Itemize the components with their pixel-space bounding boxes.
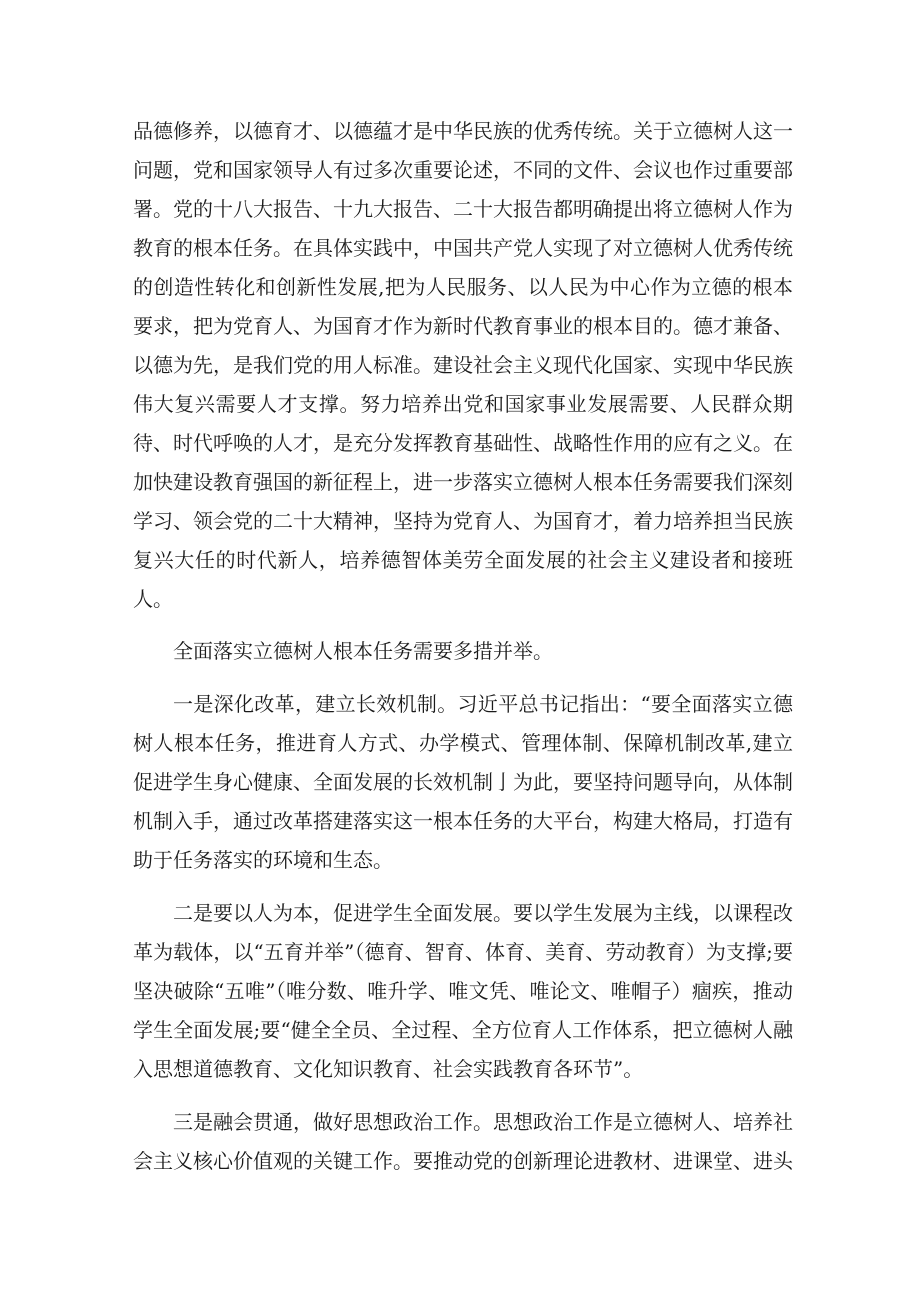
paragraph-summary: 全面落实立德树人根本任务需要多措并举。 — [173, 639, 553, 663]
paragraph-point-three: 三是融会贯通，做好思想政治工作。思想政治工作是立德树人、培养社会主义核心价值观的关键工作。要推动党的创新理论进教材、进课堂、进头 — [133, 1110, 793, 1173]
paragraph-point-two: 二是要以人为本，促进学生全面发展。要以学生发展为主线，以课程改革为载体，以“五育并举”（德育、智育、体育、美育、劳动教育）为支撑;要坚决破除“五唯”（唯分数、唯升学、唯文凭、唯论文、唯帽子）痼疾，推动学生全面发展;要“健全全员、全过程、全方位育人工作体系，把立德树人融入思想道德教育、文化知识教育、社会实践教育各环节”。 — [133, 901, 793, 1081]
paragraph-intro: 品德修养，以德育才、以德蕴才是中华民族的优秀传统。关于立德树人这一问题，党和国家领导人有过多次重要论述，不同的文件、会议也作过重要部署。党的十八大报告、十九大报告、二十大报告都明确提出将立德树人作为教育的根本任务。在具体实践中，中国共产党人实现了对立德树人优秀传统的创造性转化和创新性发展,把为人民服务、以人民为中心作为立德的根本要求，把为党育人、为国育才作为新时代教育事业的根本目的。德才兼备、以德为先，是我们党的用人标准。建设社会主义现代化国家、实现中华民族伟大复兴需要人才支撑。努力培养出党和国家事业发展需要、人民群众期待、时代呼唤的人才，是充分发挥教育基础性、战略性作用的应有之义。在加快建设教育强国的新征程上，进一步落实立德树人根本任务需要我们深刻学习、领会党的二十大精神，坚持为党育人、为国育才，着力培养担当民族复兴大任的时代新人，培养德智体美劳全面发展的社会主义建设者和接班人。 — [133, 119, 793, 611]
paragraph-point-one: 一是深化改革，建立长效机制。习近平总书记指出：“要全面落实立德树人根本任务，推进育人方式、办学模式、管理体制、保障机制改革,建立促进学生身心健康、全面发展的长效机制亅为此，要坚持问题导向，从体制机制入手，通过改革搭建落实这一根本任务的大平台，构建大格局，打造有助于任务落实的环境和生态。 — [133, 692, 793, 872]
document-body — [133, 112, 793, 1181]
